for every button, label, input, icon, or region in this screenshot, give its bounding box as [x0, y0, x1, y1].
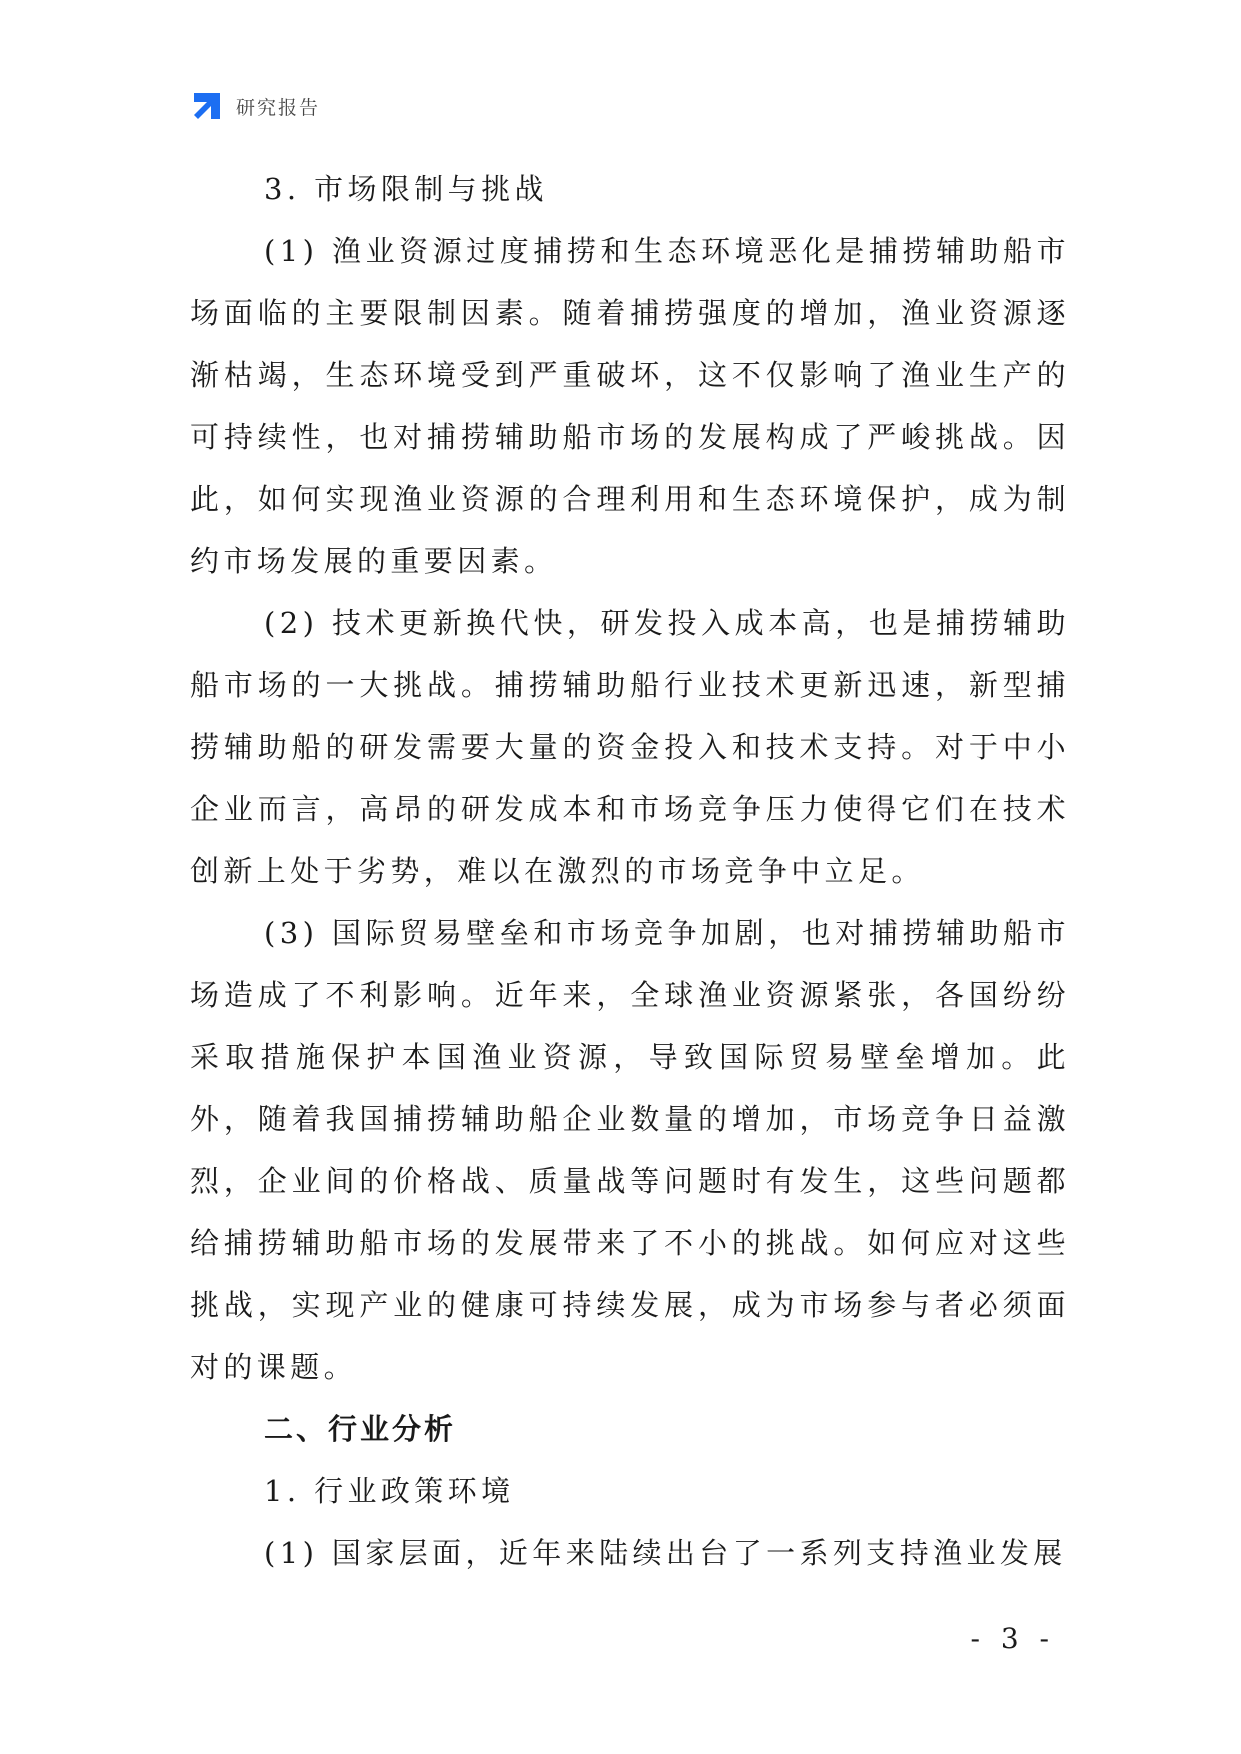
section-1-paragraph-1: (1) 国家层面，近年来陆续出台了一系列支持渔业发展	[264, 1536, 1067, 1570]
section-3-paragraph-2: (2) 技术更新换代快，研发投入成本高，也是捕捞辅助船市场的一大挑战。捕捞辅助船行业技术更新迅速，新型捕捞辅助船的研发需要大量的资金投入和技术支持。对于中小企业而言，高昂的研发成本和市场竞争压力使得它们在技术创新上处于劣势，难以在激烈的市场竞争中立足。	[190, 606, 1070, 888]
document-body	[190, 158, 1070, 1584]
report-header	[190, 88, 320, 124]
header-title: 研究报告	[236, 96, 321, 119]
section-1-title: 1. 行业政策环境	[264, 1474, 515, 1508]
page-number: - 3 -	[970, 1622, 1055, 1655]
section-3-paragraph-3: (3) 国际贸易壁垒和市场竞争加剧，也对捕捞辅助船市场造成了不利影响。近年来，全球渔业资源紧张，各国纷纷采取措施保护本国渔业资源，导致国际贸易壁垒增加。此外，随着我国捕捞辅助船企业数量的增加，市场竞争日益激烈，企业间的价格战、质量战等问题时有发生，这些问题都给捕捞辅助船市场的发展带来了不小的挑战。如何应对这些挑战，实现产业的健康可持续发展，成为市场参与者必须面对的课题。	[190, 916, 1070, 1384]
section-3-title: 3. 市场限制与挑战	[264, 172, 548, 206]
part-2-title: 二、行业分析	[264, 1412, 457, 1446]
arrow-logo-icon	[190, 89, 224, 123]
section-3-paragraph-1: (1) 渔业资源过度捕捞和生态环境恶化是捕捞辅助船市场面临的主要限制因素。随着捕捞强度的增加，渔业资源逐渐枯竭，生态环境受到严重破坏，这不仅影响了渔业生产的可持续性，也对捕捞辅助船市场的发展构成了严峻挑战。因此，如何实现渔业资源的合理利用和生态环境保护，成为制约市场发展的重要因素。	[190, 234, 1070, 578]
